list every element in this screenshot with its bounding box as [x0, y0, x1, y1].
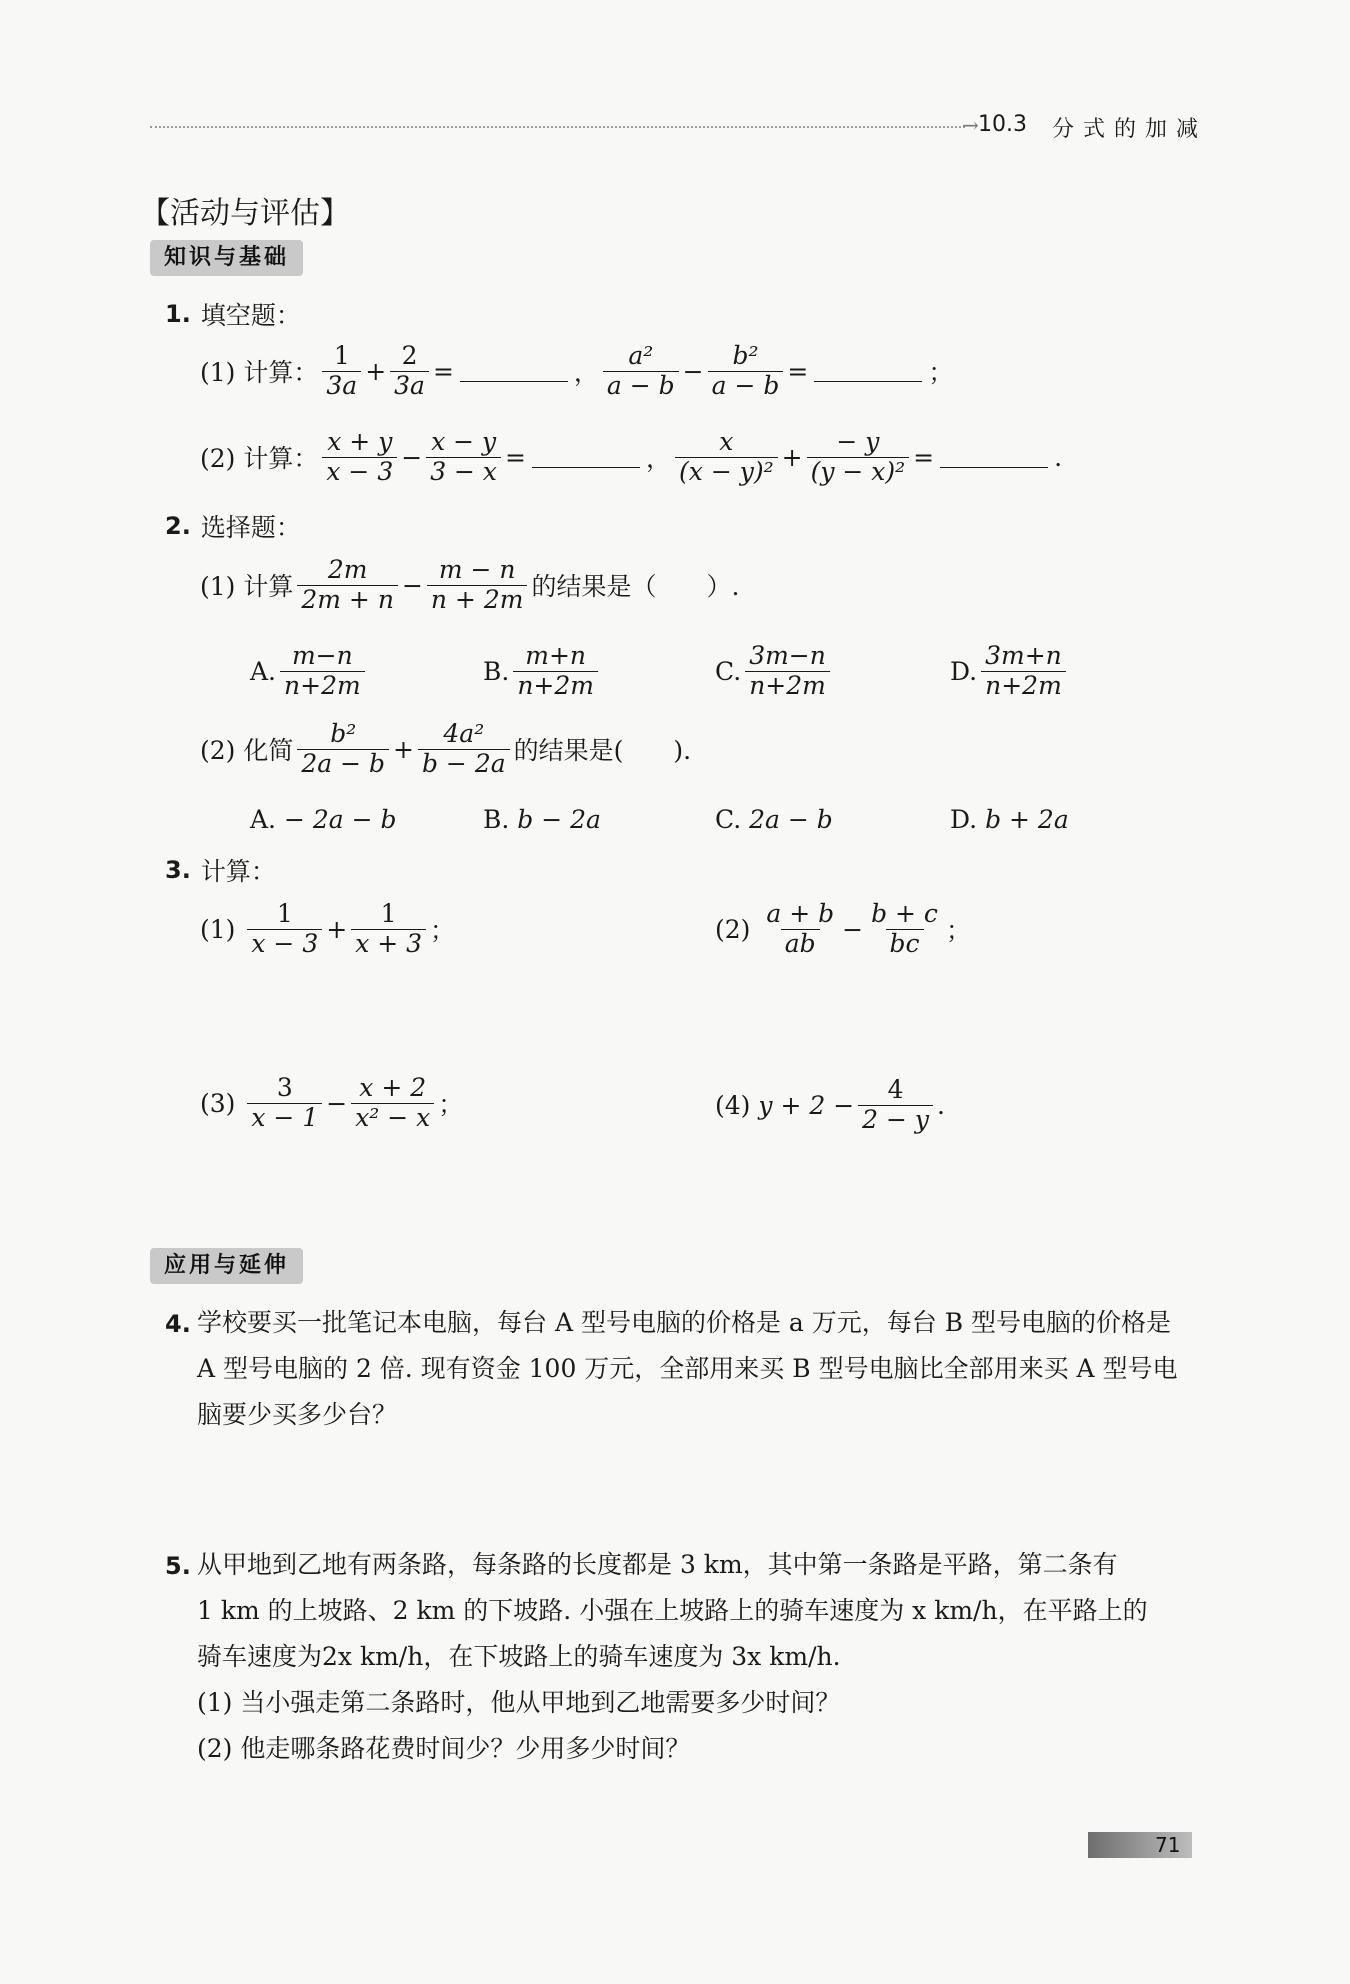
q3-heading: [165, 852, 276, 888]
fraction: $\frac{\text{a²}}{a - b}$: [603, 342, 679, 401]
q5-sub1: (1) 当小强走第二条路时，他从甲地到乙地需要多少时间？: [197, 1688, 841, 1717]
q1-part2: (2) 计算： $\frac{x + y}{x - 3}$ − $\frac{x - y}{3 - x}$ = ， $\frac{x}{\text{(x − y)²}}$ + $\frac{- y}{\text{(y − x)²}}$ = .: [200, 427, 1063, 486]
q1-part1-label: (1) 计算：: [200, 358, 319, 388]
fraction: $\frac{x}{\text{(x − y)²}}$: [675, 428, 778, 487]
fraction: $\frac{1}{3a}$: [322, 342, 361, 401]
q2-option-D[interactable]: D. $\frac{3m+n}{n+2m}$: [950, 642, 1070, 701]
header-rule: [150, 126, 965, 128]
q5-text: 从甲地到乙地有两条路，每条路的长度都是 3 km，其中第一条路是平路，第二条有 1 km 的上坡路、2 km 的下坡路. 小强在上坡路上的骑车速度为 x km/h，在平路上的 骑车速度为2x km/h，在下坡路上的骑车速度为 3x km/h. (1) 当小强走第二条路时，他从甲地到乙地需要多少时间？ (2) 他走哪条路花费时间少？少用多少时间？: [197, 1542, 1227, 1772]
fraction: $\frac{\text{b²}}{2a - b}$: [297, 720, 389, 779]
answer-blank[interactable]: [532, 467, 640, 468]
q3-sub2: (2) $\frac{a + b}{ab}$ − $\frac{b + c}{bc}$ ；: [715, 899, 971, 958]
q2-heading: [165, 508, 301, 544]
page-number: 71: [1155, 1833, 1181, 1857]
q1-part2-label: (2) 计算：: [200, 444, 319, 474]
q2-option-C2[interactable]: C. 2a − b: [715, 805, 833, 834]
q2-option-D2[interactable]: D. b + 2a: [950, 805, 1069, 834]
fraction: $\frac{\text{b²}}{a - b}$: [708, 342, 784, 401]
fraction: $\frac{m - n}{n + 2m}$: [427, 556, 528, 615]
q3-sub1: (1) $\frac{1}{x - 3}$ + $\frac{1}{x + 3}$ ；: [200, 899, 456, 958]
fraction: $\frac{4}{2 - y}$: [858, 1076, 933, 1135]
fraction: $\frac{- y}{\text{(y − x)²}}$: [807, 428, 910, 487]
q2-part2-tail: 的结果是( ).: [513, 736, 692, 766]
q2-option-C[interactable]: C. $\frac{3m-n}{n+2m}$: [715, 642, 834, 701]
q2-option-B[interactable]: B. $\frac{m+n}{n+2m}$: [483, 642, 602, 701]
q3-number: 3.: [165, 856, 191, 884]
q2-part2-label: (2) 化简: [200, 736, 294, 766]
activity-title: 【活动与评估】: [140, 196, 350, 231]
q2-option-A[interactable]: A. $\frac{m-n}{n+2m}$: [250, 642, 369, 701]
fraction: $\frac{x + y}{x - 3}$: [322, 428, 397, 487]
answer-blank[interactable]: [940, 467, 1048, 468]
fraction: $\frac{3}{x - 1}$: [247, 1074, 322, 1133]
fraction: $\frac{x + 2}{\text{x² − x}}$: [351, 1074, 434, 1133]
q1-heading: [165, 296, 301, 332]
section-badge-application: 应用与延伸: [150, 1248, 303, 1284]
q3-sub3: (3) $\frac{3}{x - 1}$ − $\frac{x + 2}{\text{x² − x}}$ ；: [200, 1073, 464, 1132]
q1-part1: (1) 计算： $\frac{1}{3a}$ + $\frac{2}{3a}$ = ， $\frac{\text{a²}}{a - b}$ − $\frac{\text{b²}}{a - b}$ = ；: [200, 341, 954, 400]
fraction: $\frac{1}{x + 3}$: [351, 900, 426, 959]
fraction: $\frac{2m}{2m + n}$: [297, 556, 398, 615]
q5-number: 5.: [165, 1552, 191, 1580]
q3-sub4: (4) y + 2 − $\frac{4}{2 - y}$ .: [715, 1075, 945, 1134]
answer-blank[interactable]: [460, 381, 568, 382]
fraction: $\frac{x - y}{3 - x}$: [426, 428, 501, 487]
q1-label: 填空题：: [200, 301, 301, 330]
q2-part1-label: (1) 计算: [200, 572, 294, 602]
q2-label: 选择题：: [200, 513, 301, 542]
q2-part2: (2) 化简 $\frac{\text{b²}}{2a - b}$ + $\frac{\text{4a²}}{b - 2a}$ 的结果是( ).: [200, 719, 692, 778]
header-title: 分式的加减: [1052, 117, 1208, 142]
q5-sub2: (2) 他走哪条路花费时间少？少用多少时间？: [197, 1734, 691, 1763]
section-badge-basics: 知识与基础: [150, 240, 303, 276]
q3-label: 计算：: [200, 857, 276, 886]
q4-number: 4.: [165, 1310, 191, 1338]
q1-number: 1.: [165, 300, 191, 328]
header-arrow-icon: →: [962, 113, 979, 137]
q2-option-A2[interactable]: A. − 2a − b: [250, 805, 397, 834]
fraction: $\frac{a + b}{ab}$: [766, 899, 835, 958]
header-section-number: 10.3: [978, 112, 1027, 137]
fraction: $\frac{b + c}{bc}$: [871, 899, 938, 958]
answer-blank[interactable]: [814, 381, 922, 382]
q2-part1: (1) 计算 $\frac{2m}{2m + n}$ − $\frac{m - n}{n + 2m}$ 的结果是（ ）.: [200, 555, 740, 614]
fraction: $\frac{\text{4a²}}{b - 2a}$: [418, 720, 510, 779]
fraction: $\frac{1}{x - 3}$: [247, 900, 322, 959]
q2-part1-tail: 的结果是（ ）.: [531, 572, 740, 602]
fraction: $\frac{2}{3a}$: [390, 342, 429, 401]
q2-number: 2.: [165, 512, 191, 540]
q2-option-B2[interactable]: B. b − 2a: [483, 805, 601, 834]
q4-text: 学校要买一批笔记本电脑，每台 A 型号电脑的价格是 a 万元，每台 B 型号电脑的价格是 A 型号电脑的 2 倍. 现有资金 100 万元，全部用来买 B 型号电脑比全部用来买 A 型号电 脑要少买多少台？: [197, 1308, 1178, 1429]
